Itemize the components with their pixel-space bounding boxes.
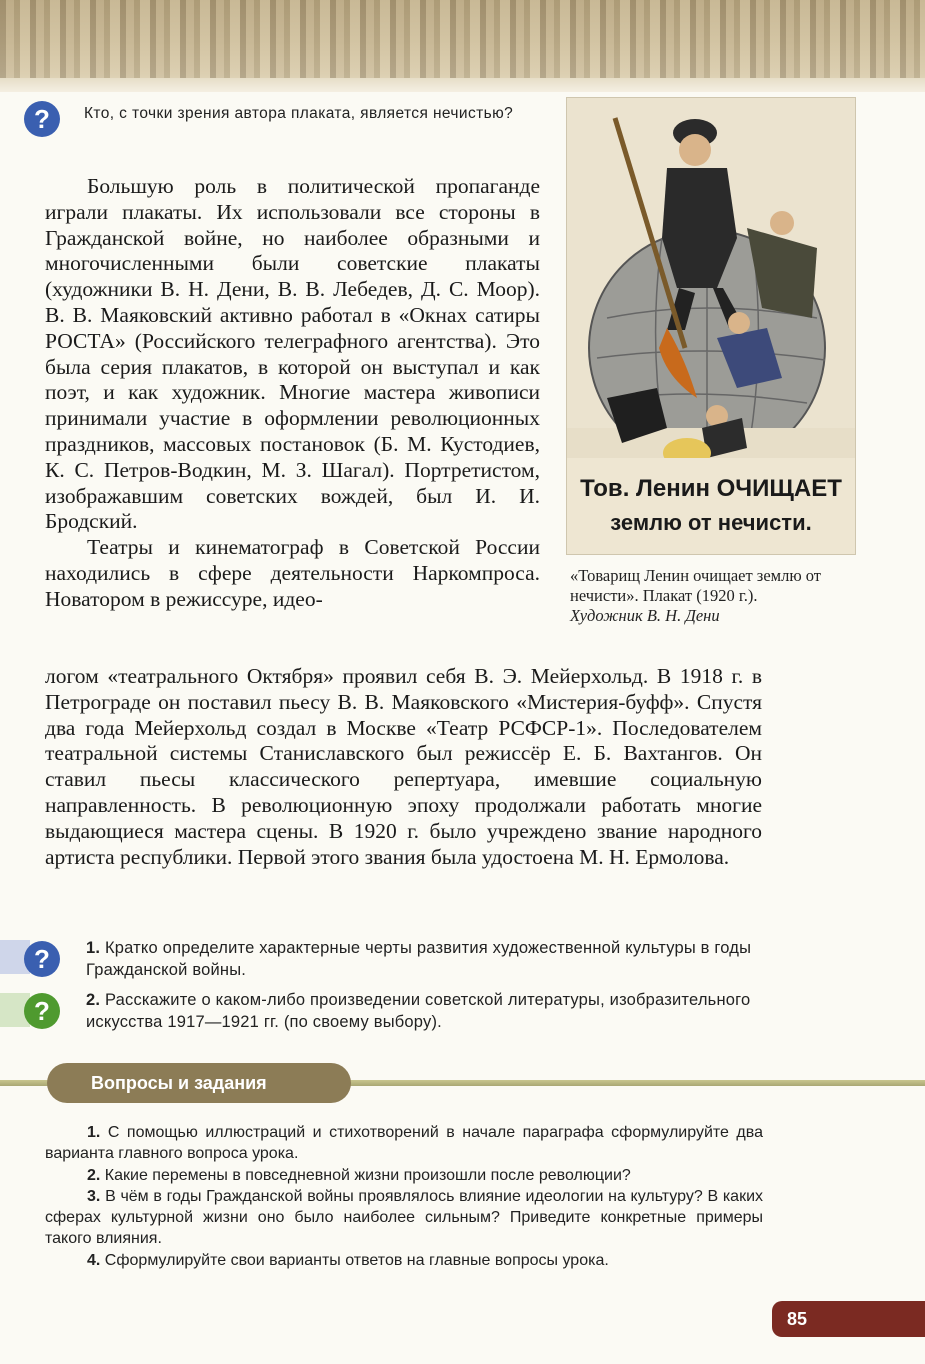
- task-text: В чём в годы Гражданской войны проявлялось влияние идеологии на культуру? В каких сферах культурной жизни оно было наиболее сильным? Приведите конкретные примеры такого влияния.: [45, 1187, 764, 1248]
- question-icon: ?: [24, 101, 60, 137]
- page-number: 85: [772, 1301, 925, 1337]
- review-question-2: [86, 989, 766, 1033]
- caption-author: Художник В. Н. Дени: [570, 606, 720, 625]
- task-text: Сформулируйте свои варианты ответов на главные вопросы урока.: [104, 1251, 609, 1269]
- main-text-narrow: [45, 174, 540, 613]
- task-item: [45, 1186, 763, 1250]
- poster-illustration: [567, 98, 855, 554]
- paragraph-theatre-continued: логом «театрального Октября» проявил себя В. Э. Мейерхольд. В 1918 г. в Петрограде он поставил пьесу В. В. Маяковского «Мистерия-буфф». Спустя два года Мейерхольд создал в Москве «Театр РСФСР-1». Последователем театральной системы Станиславского был режиссёр Е. Б. Вахтангов. Он ставил пьесы классического репертуара, имевшие социальную направленность. В революционную эпоху продолжали работать многие выдающиеся мастера сцены. В 1920 г. было учреждено звание народного артиста республики. Первой этого звания была удостоена М. Н. Ермолова.: [45, 664, 762, 869]
- paragraph-theatre-start: Театры и кинематограф в Советской России находились в сфере деятельности Наркомпроса. Новатором в режиссуре, идео-: [45, 535, 540, 611]
- poster-title-line1: Тов. Ленин ОЧИЩАЕТ: [580, 475, 842, 502]
- lenin-poster-image: [566, 97, 856, 555]
- task-item: [45, 1122, 763, 1165]
- task-text: С помощью иллюстраций и стихотворений в начале параграфа сформулируйте два варианта главного вопроса урока.: [45, 1124, 763, 1163]
- caption-text: «Товарищ Ленин очищает землю от нечисти». Плакат (1920 г.).: [570, 566, 822, 605]
- main-text-wide: [45, 664, 762, 870]
- task-number: 2.: [87, 1166, 101, 1184]
- question-icon: ?: [24, 941, 60, 977]
- review-question-1-number: 1.: [86, 939, 101, 957]
- task-text: Какие перемены в повседневной жизни произошли после революции?: [104, 1166, 631, 1184]
- review-question-1-text: Кратко определите характерные черты развития художественной культуры в годы Гражданской войны.: [86, 939, 752, 979]
- task-item: [45, 1165, 763, 1186]
- paragraph-posters: Большую роль в политической пропаганде играли плакаты. Их использовали все стороны в Гражданской войне, но наиболее образными и многочисленными были советские плакаты (художники В. Н. Дени, В. В. Лебедев, Д. С. Моор). В. В. Маяковский активно работал в «Окнах сатиры РОСТА» (Российского телеграфного агентства). Это была серия плакатов, в которой он выступал и как поэт, и как художник. Многие мастера живописи принимали участие в оформлении революционных праздников, массовых постановок (Б. М. Кустодиев, К. С. Петров-Водкин, М. З. Шагал). Портретистом, изображавшим советских вождей, был И. И. Бродский.: [45, 174, 540, 534]
- section-title: Вопросы и задания: [47, 1063, 351, 1103]
- question-icon: ?: [24, 993, 60, 1029]
- poster-title-line2: землю от нечисти.: [610, 510, 812, 535]
- poster-caption: [570, 566, 880, 626]
- review-question-2-text: Расскажите о каком-либо произведении советской литературы, изобразительного искусства 1917—1921 гг. (по своему выбору).: [86, 991, 751, 1031]
- task-number: 1.: [87, 1124, 101, 1141]
- tasks-list: [45, 1122, 763, 1271]
- top-decorative-banner: [0, 0, 925, 92]
- intro-question: Кто, с точки зрения автора плаката, является нечистью?: [84, 105, 514, 122]
- task-number: 4.: [87, 1251, 101, 1269]
- task-number: 3.: [87, 1187, 101, 1205]
- task-item: [45, 1250, 763, 1271]
- review-question-2-number: 2.: [86, 991, 101, 1009]
- review-question-1: [86, 937, 766, 981]
